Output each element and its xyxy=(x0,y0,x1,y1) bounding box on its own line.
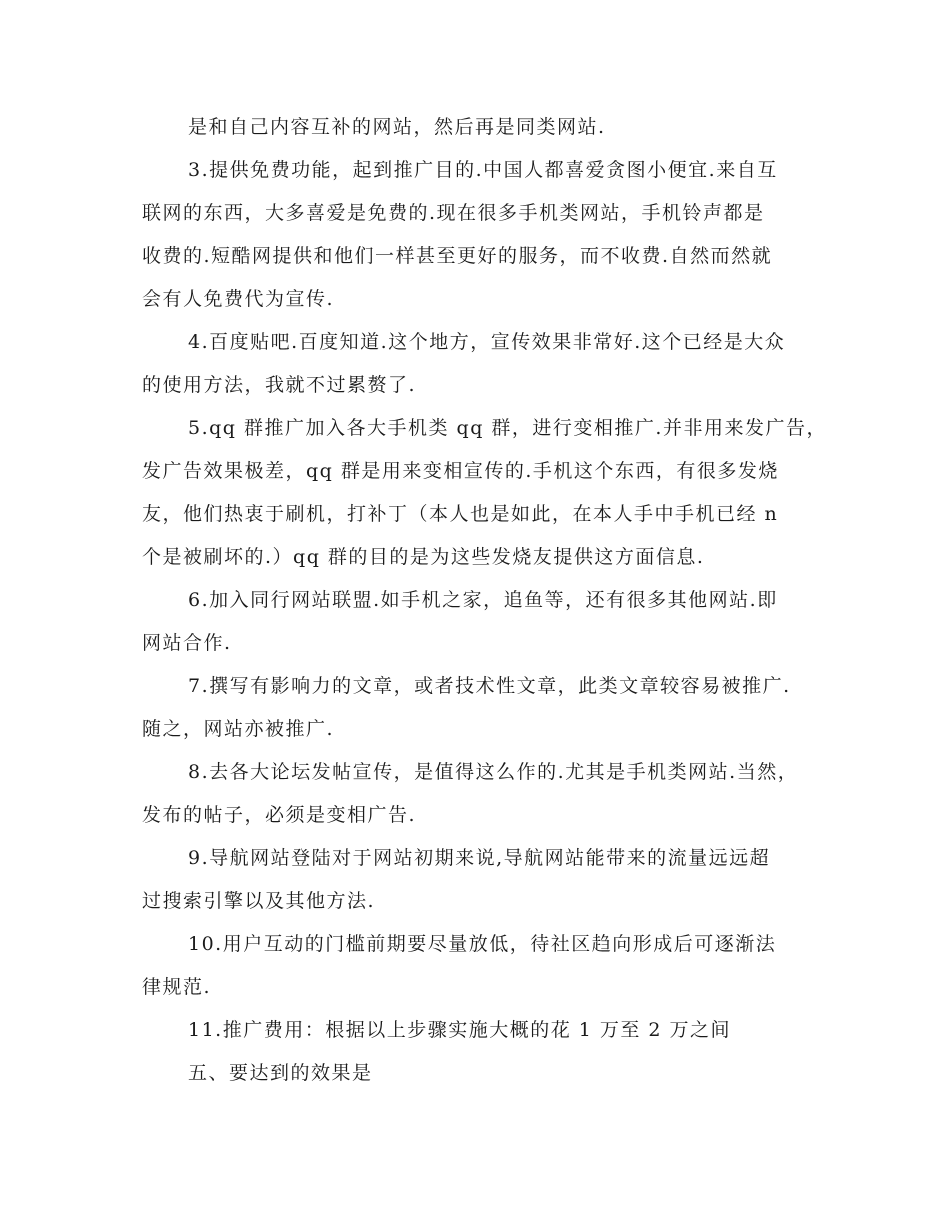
paragraph-line: 11.推广费用：根据以上步骤实施大概的花 1 万至 2 万之间 xyxy=(188,1019,732,1041)
paragraph-line: 联网的东西，大多喜爱是免费的.现在很多手机类网站，手机铃声都是 xyxy=(142,202,765,224)
paragraph-line: 的使用方法，我就不过累赘了. xyxy=(142,374,417,396)
paragraph-line: 发广告效果极差，qq 群是用来变相宣传的.手机这个东西，有很多发烧 xyxy=(142,460,779,482)
paragraph-line: 6.加入同行网站联盟.如手机之家，追鱼等，还有很多其他网站.即 xyxy=(188,589,778,611)
paragraph-line: 过搜索引擎以及其他方法. xyxy=(142,890,376,912)
paragraph-line: 9.导航网站登陆对于网站初期来说,导航网站能带来的流量远远超 xyxy=(188,847,771,869)
paragraph-line: 友，他们热衷于刷机，打补丁（本人也是如此，在本人手中手机已经 n xyxy=(142,503,779,525)
paragraph-line: 是和自己内容互补的网站，然后再是同类网站. xyxy=(188,116,606,138)
section-heading: 五、要达到的效果是 xyxy=(188,1062,373,1084)
paragraph-line: 会有人免费代为宣传. xyxy=(142,288,335,310)
paragraph-line: 4.百度贴吧.百度知道.这个地方，宣传效果非常好.这个已经是大众 xyxy=(188,331,786,353)
paragraph-line: 3.提供免费功能，起到推广目的.中国人都喜爱贪图小便宜.来自互 xyxy=(188,159,778,181)
paragraph-line: 8.去各大论坛发帖宣传，是值得这么作的.尤其是手机类网站.当然， xyxy=(188,761,799,783)
paragraph-line: 5.qq 群推广加入各大手机类 qq 群，进行变相推广.并非用来发广告， xyxy=(188,417,827,439)
paragraph-line: 网站合作. xyxy=(142,632,232,654)
paragraph-line: 7.撰写有影响力的文章，或者技术性文章，此类文章较容易被推广. xyxy=(188,675,791,697)
document-body xyxy=(142,106,827,1095)
paragraph-line: 发布的帖子，必须是变相广告. xyxy=(142,804,417,826)
paragraph-line: 律规范. xyxy=(142,976,212,998)
paragraph-line: 收费的.短酷网提供和他们一样甚至更好的服务，而不收费.自然而然就 xyxy=(142,245,773,267)
paragraph-line: 随之，网站亦被推广. xyxy=(142,718,335,740)
paragraph-line: 10.用户互动的门槛前期要尽量放低，待社区趋向形成后可逐渐法 xyxy=(188,933,777,955)
paragraph-line: 个是被刷坏的.）qq 群的目的是为这些发烧友提供这方面信息. xyxy=(142,546,705,568)
